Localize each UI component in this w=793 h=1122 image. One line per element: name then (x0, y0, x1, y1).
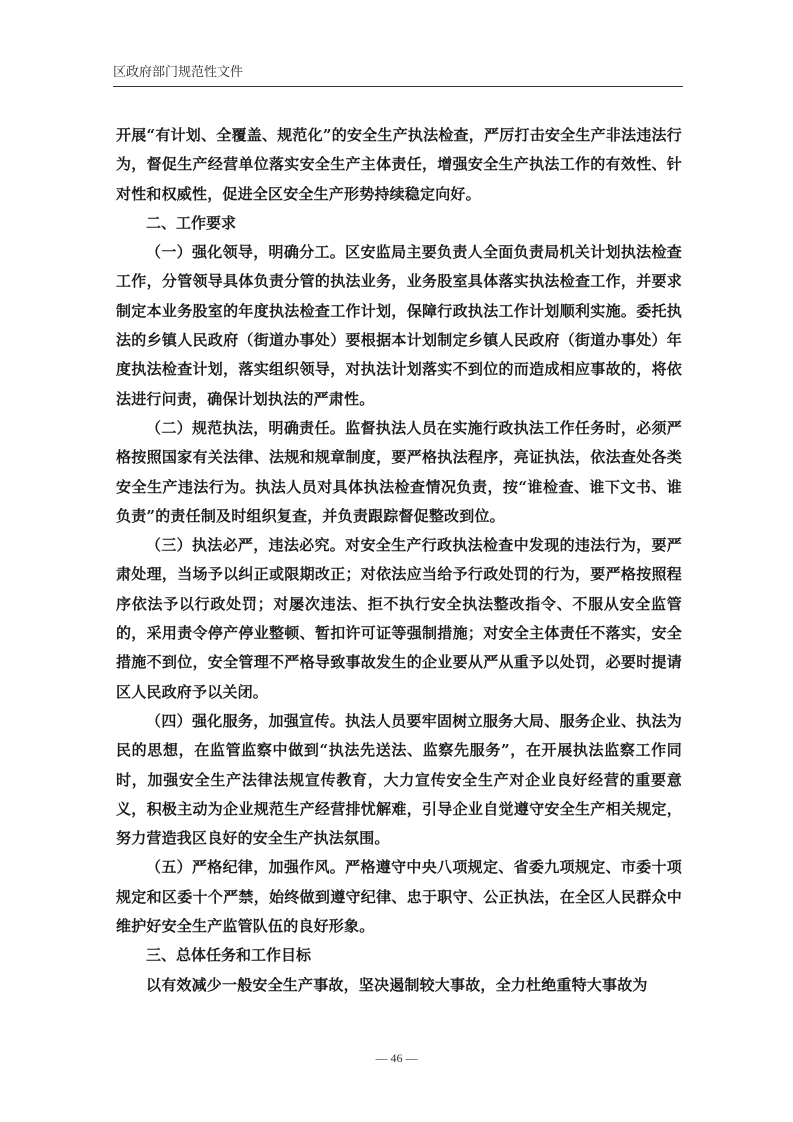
paragraph-continued: 开展“有计划、全覆盖、规范化”的安全生产执法检查，严厉打击安全生产非法违法行为，督促生产经营单位落实安全生产主体责任，增强安全生产执法工作的有效性、针对性和权威性，促进全区安全生产形势持续稳定向好。 (116, 126, 682, 203)
header-divider (113, 86, 683, 87)
section-heading-requirements: 二、工作要求 (146, 213, 237, 232)
document-body (116, 121, 682, 1000)
paragraph-requirement-3: （三）执法必严，违法必究。对安全生产行政执法检查中发现的违法行为，要严肃处理，当场予以纠正或限期改正；对依法应当给予行政处罚的行为，要严格按照程序依法予以行政处罚；对屡次违法、拒不执行安全执法整改指令、不服从安全监管的，采用责令停产停业整顿、暂扣许可证等强制措施；对安全主体责任不落实，安全措施不到位，安全管理不严格导致事故发生的企业要从严从重予以处罚，必要时提请区人民政府予以关闭。 (116, 536, 682, 701)
paragraph-requirement-2: （二）规范执法，明确责任。监督执法人员在实施行政执法工作任务时，必须严格按照国家有关法律、法规和规章制度，要严格执法程序，亮证执法，依法查处各类安全生产违法行为。执法人员对具体执法检查情况负责，按“谁检查、谁下文书、谁负责”的责任制及时组织复查，并负责跟踪督促整改到位。 (116, 418, 682, 525)
paragraph-requirement-5: （五）严格纪律，加强作风。严格遵守中央八项规定、省委九项规定、市委十项规定和区委十个严禁，始终做到遵守纪律、忠于职守、公正执法，在全区人民群众中维护好安全生产监管队伍的良好形象。 (116, 858, 682, 936)
paragraph-requirement-4: （四）强化服务，加强宣传。执法人员要牢固树立服务大局、服务企业、执法为民的思想，在监管监察中做到“执法先送法、监察先服务”，在开展执法监察工作同时，加强安全生产法律法规宣传教育，大力宣传安全生产对企业良好经营的重要意义，积极主动为企业规范生产经营排忧解难，引导企业自觉遵守安全生产相关规定，努力营造我区良好的安全生产执法氛围。 (116, 711, 682, 848)
paragraph-requirement-1: （一）强化领导，明确分工。区安监局主要负责人全面负责局机关计划执法检查工作，分管领导具体负责分管的执法业务，业务股室具体落实执法检查工作，并要求制定本业务股室的年度执法检查工作计划，保障行政执法工作计划顺利实施。委托执法的乡镇人民政府（街道办事处）要根据本计划制定乡镇人民政府（街道办事处）年度执法检查计划，落实组织领导，对执法计划落实不到位的而造成相应事故的，将依法进行问责，确保计划执法的严肃性。 (116, 243, 682, 408)
page-number: — 46 — (375, 1051, 418, 1065)
running-header: 区政府部门规范性文件 (113, 65, 244, 80)
section-heading-goals: 三、总体任务和工作目标 (146, 946, 312, 965)
paragraph-goals-start: 以有效减少一般安全生产事故，坚决遏制较大事故，全力杜绝重特大事故为 (146, 975, 648, 994)
